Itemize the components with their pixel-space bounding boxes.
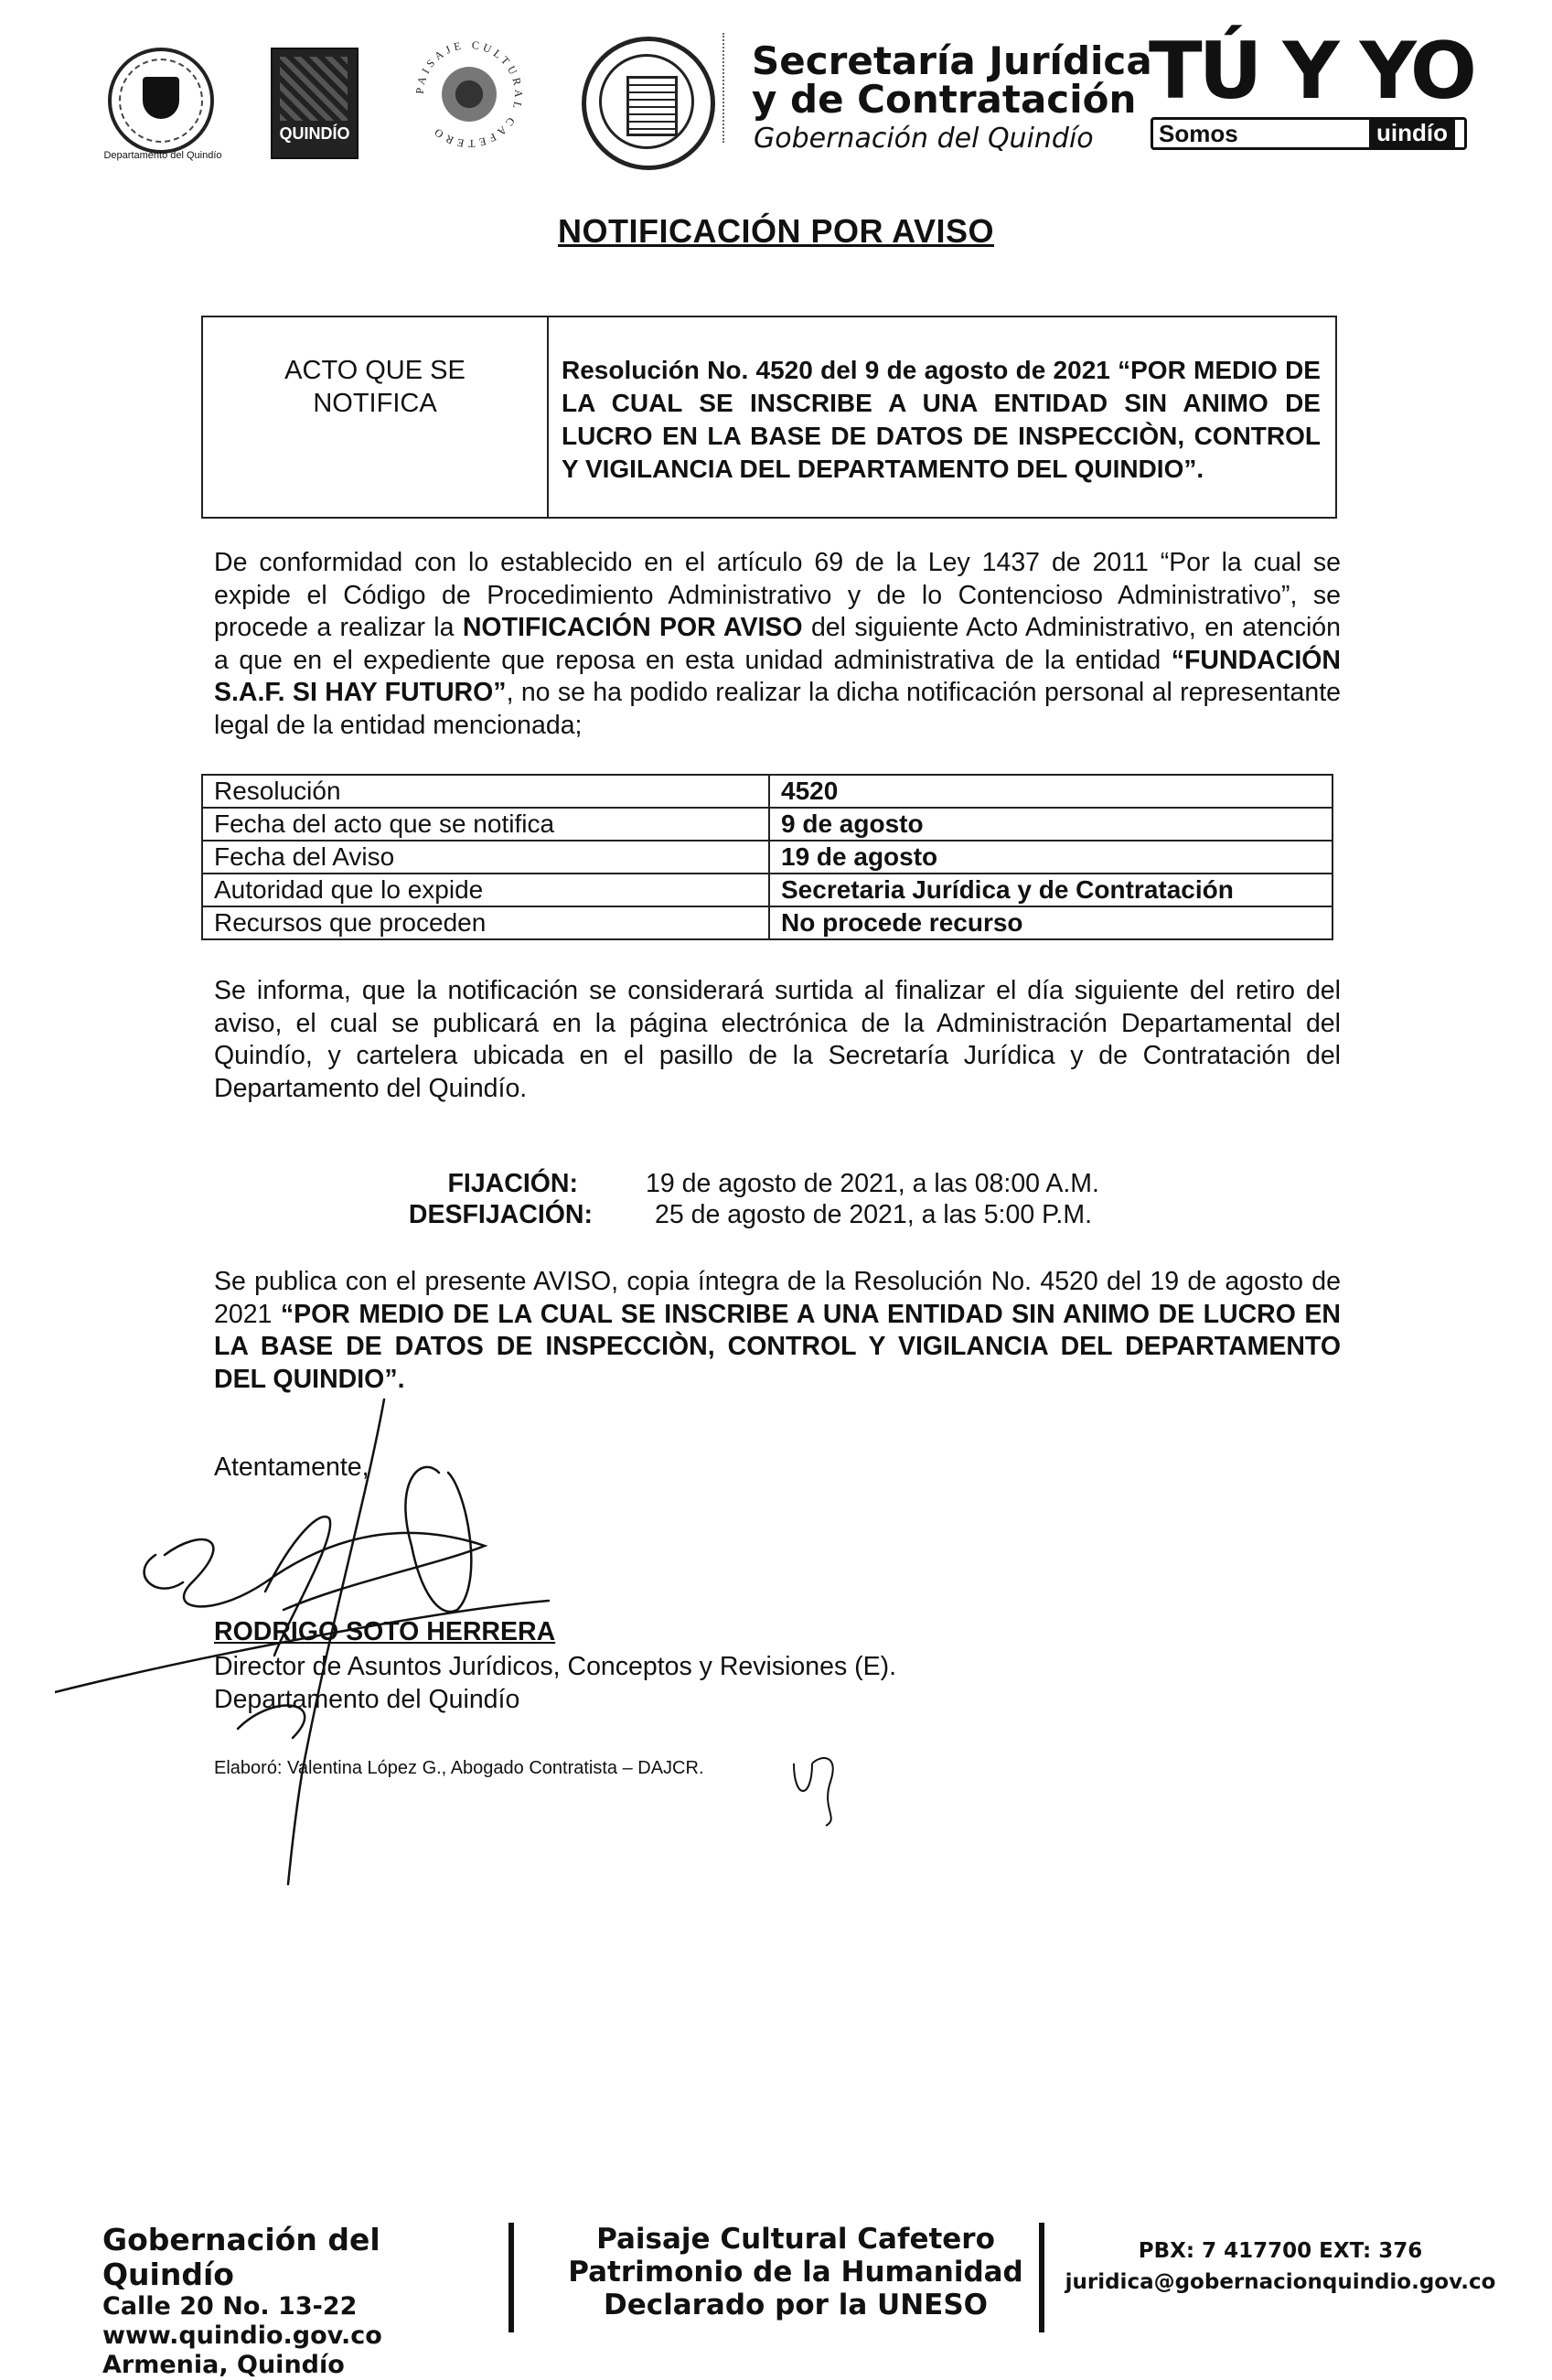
act-table bbox=[201, 316, 1337, 519]
table-row bbox=[202, 808, 1333, 841]
table-row bbox=[202, 906, 1333, 939]
details-table bbox=[201, 774, 1333, 940]
footer bbox=[0, 2214, 1552, 2379]
svg-text:PAISAJE CULTURAL CAFETERO: PAISAJE CULTURAL CAFETERO bbox=[412, 38, 526, 151]
act-table-label: ACTO QUE SE NOTIFICA bbox=[203, 317, 549, 517]
coffee-ring-text bbox=[410, 35, 529, 154]
tu-y-yo-brand: TÚ Y YO Somos uindío bbox=[1149, 27, 1471, 155]
footer-col-1: Gobernación del Quindío Calle 20 No. 13-22 www.quindio.gov.co Armenia, Quindío bbox=[102, 2222, 382, 2379]
secretaria-title-line1: Secretaría Jurídica bbox=[752, 38, 1152, 83]
publication-paragraph: Se publica con el presente AVISO, copia íntegra de la Resolución No. 4520 del 19 de agosto de 2021 “POR MEDIO DE LA CUAL SE INSCRIBE A UNA ENTIDAD SIN ANIMO DE LUCRO EN LA BASE DE DATOS DE INSPECCIÒN, CONTROL Y VIGILANCIA DEL DEPARTAMENTO DEL QUINDIO”. bbox=[214, 1267, 1341, 1394]
legal-basis-paragraph: De conformidad con lo establecido en el artículo 69 de la Ley 1437 de 2011 “Por la cual se expide el Código de Procedimiento Administrativo y de lo Contencioso Administrativo”, se procede a realizar la NOTIFICACIÓN POR AVISO del siguiente Acto Administrativo, en atención a que en el expediente que reposa en esta unidad administrativa de la entidad “FUNDACIÓN S.A.F. SI HAY FUTURO”, no se ha podido realizar la dicha notificación personal al representante legal de la entidad mencionada; bbox=[214, 548, 1341, 740]
detail-value: No procede recurso bbox=[769, 906, 1333, 939]
desfijacion-label: DESFIJACIÓN: bbox=[408, 1200, 593, 1229]
detail-label: Fecha del Aviso bbox=[202, 841, 769, 874]
detail-label: Resolución bbox=[202, 775, 769, 808]
signer-name: RODRIGO SOTO HERRERA bbox=[214, 1617, 556, 1646]
detail-value: 4520 bbox=[769, 775, 1333, 808]
quindio-logo: QUINDÍO bbox=[271, 48, 359, 159]
fijacion-value: 19 de agosto de 2021, a las 08:00 A.M. bbox=[646, 1169, 1099, 1198]
footer-col-3: PBX: 7 417700 EXT: 376 juridica@gobernacionquindio.gov.co bbox=[1065, 2239, 1496, 2294]
table-row bbox=[202, 841, 1333, 874]
fijacion-label: FIJACIÓN: bbox=[447, 1169, 578, 1198]
closing-text: Atentamente, bbox=[214, 1453, 369, 1482]
secretaria-emblem-logo bbox=[582, 37, 715, 170]
detail-value: 9 de agosto bbox=[769, 808, 1333, 841]
secretaria-subtitle: Gobernación del Quindío bbox=[754, 123, 1094, 155]
detail-value: 19 de agosto bbox=[769, 841, 1333, 874]
table-row bbox=[202, 874, 1333, 906]
prepared-by: Elaboró: Valentina López G., Abogado Contratista – DAJCR. bbox=[214, 1758, 704, 1778]
document-title: NOTIFICACIÓN POR AVISO bbox=[557, 212, 994, 250]
secretaria-title-line2: y de Contratación bbox=[752, 77, 1137, 122]
detail-value: Secretaria Jurídica y de Contratación bbox=[769, 874, 1333, 906]
detail-label: Recursos que proceden bbox=[202, 906, 769, 939]
detail-label: Fecha del acto que se notifica bbox=[202, 808, 769, 841]
header bbox=[0, 0, 1552, 183]
act-table-content: Resolución No. 4520 del 9 de agosto de 2021 “POR MEDIO DE LA CUAL SE INSCRIBE A UNA ENTIDAD SIN ANIMO DE LUCRO EN LA BASE DE DATOS DE INSPECCIÒN, CONTROL Y VIGILANCIA DEL DEPARTAMENTO DEL QUINDIO”. bbox=[562, 356, 1321, 483]
seal-caption: Departamento del Quindío bbox=[103, 150, 222, 161]
notification-info-paragraph: Se informa, que la notificación se considerará surtida al finalizar el día siguiente del retiro del aviso, el cual se publicará en la página electrónica de la Administración Departamental del Quindío, y cartelera ubicada en el pasillo de la Secretaría Jurídica y de Contratación del Departamento del Quindío. bbox=[214, 976, 1341, 1103]
detail-label: Autoridad que lo expide bbox=[202, 874, 769, 906]
coffee-landscape-logo bbox=[410, 35, 529, 154]
signer-department: Departamento del Quindío bbox=[214, 1685, 520, 1714]
department-seal-logo bbox=[108, 48, 214, 154]
table-row bbox=[202, 775, 1333, 808]
footer-divider bbox=[1039, 2223, 1044, 2332]
signer-position: Director de Asuntos Jurídicos, Conceptos y Revisiones (E). bbox=[214, 1652, 897, 1681]
initials-mark bbox=[785, 1745, 858, 1828]
footer-divider bbox=[508, 2223, 514, 2332]
desfijacion-value: 25 de agosto de 2021, a las 5:00 P.M. bbox=[655, 1200, 1093, 1229]
document-icon bbox=[626, 76, 678, 136]
footer-col-2: Paisaje Cultural Cafetero Patrimonio de la Humanidad Declarado por la UNESO bbox=[568, 2223, 1023, 2321]
